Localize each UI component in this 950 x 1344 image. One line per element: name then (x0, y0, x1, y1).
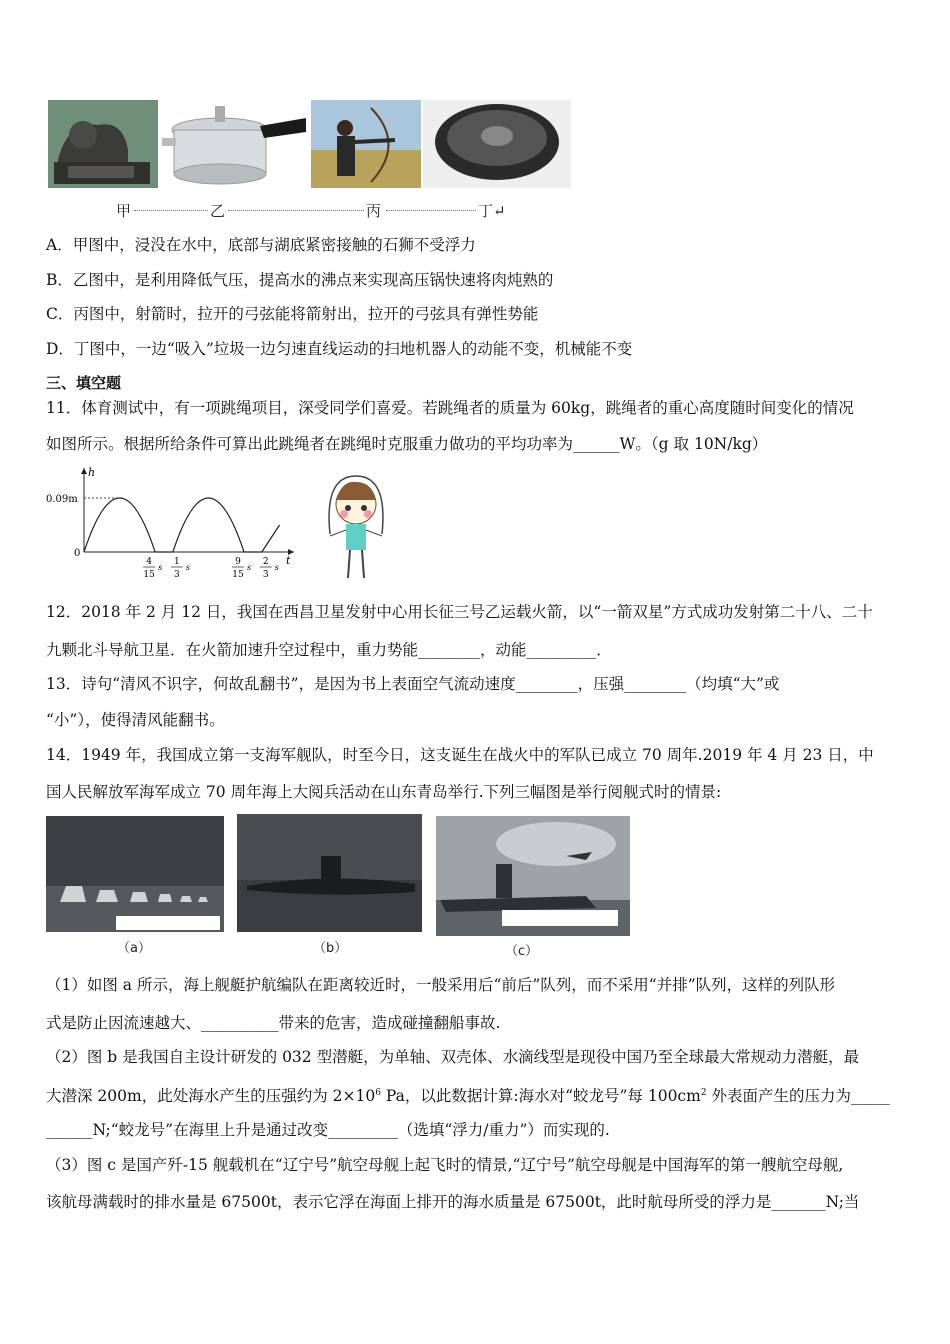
q14-p1-line2: 式是防止因流速越大、__________带来的危害，造成碰撞翻船事故. (46, 1014, 501, 1032)
section-title: 三、填空题 (46, 374, 122, 392)
x-tick-denominator: 3 (174, 570, 180, 580)
jump-rope-girl-icon (322, 474, 390, 584)
photo-a-mask (116, 916, 220, 930)
option-b: B．乙图中，是利用降低气压，提高水的沸点来实现高压锅快速将肉炖熟的 (46, 271, 554, 289)
q14-p3-line2: 该航母满载时的排水量是 67500t，表示它浮在海面上排开的海水质量是 67500t，此时航母所受的浮力是_______N;当 (46, 1193, 860, 1211)
stone-lion-photo (48, 100, 158, 188)
x-tick-unit: s (247, 563, 252, 572)
photo-c-mask (502, 910, 618, 926)
height-time-chart (44, 464, 304, 586)
caption-dots-1 (134, 210, 208, 211)
pressure-cooker-icon (160, 98, 308, 190)
fig-label-a: （a） (117, 941, 151, 956)
origin-label: 0 (74, 548, 81, 559)
q14-p2-line2-part-b: Pa，以此数据计算:海水对“蛟龙号”每 100cm (380, 1087, 701, 1106)
carrier-photo-c (436, 816, 630, 936)
x-tick-unit: s (185, 563, 190, 572)
x-tick-unit: s (274, 563, 279, 572)
q12-line1: 12．2018 年 2 月 12 日，我国在西昌卫星发射中心用长征三号乙运载火箭，以“一箭双星”方式成功发射第二十八、二十 (46, 603, 873, 621)
q14-p2-line3: ______N;“蛟龙号”在海里上升是通过改变_________（选填“浮力/重力”）而实现的. (46, 1121, 610, 1139)
x-tick-denominator: 3 (262, 570, 269, 580)
caption-bing: 丙 (366, 202, 382, 220)
caption-jia: 甲 (116, 202, 132, 220)
x-tick-unit: s (158, 563, 163, 572)
q14-p1-line1: （1）如图 a 所示，海上舰艇护航编队在距离较近时，一般采用后“前后”队列，而不采用“并排”队列，这样的列队形 (46, 976, 836, 994)
submarine-photo-b (237, 814, 422, 932)
pressure-cooker-photo (160, 98, 308, 190)
y-axis-label: h (88, 466, 96, 479)
exponent-2: 2 (700, 1088, 707, 1098)
q14-p2-line2 (46, 1082, 890, 1107)
x-axis-label: t (286, 554, 291, 567)
q14-p2-line2-part-c: 外表面产生的压力为_____ (706, 1087, 890, 1106)
x-tick-numerator: 1 (174, 557, 180, 567)
q11-line1: 11．体育测试中，有一项跳绳项目，深受同学们喜爱。若跳绳者的质量为 60kg，跳绳者的重心高度随时间变化的情况 (46, 399, 854, 417)
x-tick-numerator: 4 (146, 557, 152, 567)
q13-line2: “小”），使得清风能翻书。 (46, 711, 225, 729)
y-axis-arrow (81, 468, 87, 474)
robot-vacuum-icon (423, 100, 571, 188)
q14-p2-line2-part-a: 大潜深 200m，此处海水产生的压强约为 2×10 (46, 1087, 376, 1106)
fig-label-b: （b） (313, 941, 348, 956)
x-tick-denominator: 15 (143, 570, 155, 580)
x-tick-numerator: 9 (235, 557, 241, 567)
option-d: D．丁图中，一边“吸入”垃圾一边匀速直线运动的扫地机器人的动能不变，机械能不变 (46, 340, 633, 358)
height-curve (84, 498, 280, 552)
caption-ding: 丁↵ (478, 202, 506, 220)
submarine-icon (237, 814, 422, 932)
q14-p3-line1: （3）图 c 是国产歼-15 舰载机在“辽宁号”航空母舰上起飞时的情景,“辽宁号”航空母舰是中国海军的第一艘航空母舰, (46, 1156, 844, 1174)
stone-lion-icon (48, 100, 158, 188)
q14-line2: 国人民解放军海军成立 70 周年海上大阅兵活动在山东青岛举行.下列三幅图是举行阅舰式时的情景: (46, 783, 722, 801)
caption-yi: 乙 (210, 202, 226, 220)
fleet-photo-a (46, 816, 224, 932)
option-c: C．丙图中，射箭时，拉开的弓弦能将箭射出，拉开的弓弦具有弹性势能 (46, 305, 539, 323)
archer-icon (311, 100, 421, 188)
exponent-6: 6 (375, 1088, 381, 1098)
girl-jumping-rope-illustration (322, 474, 390, 584)
q14-p2-line1: （2）图 b 是我国自主设计研发的 032 型潜艇，为单轴、双壳体、水滴线型是现役中国乃至全球最大常规动力潜艇，最 (46, 1048, 860, 1066)
fig-label-c: （c） (505, 944, 539, 959)
warship-column-icon (46, 816, 224, 932)
option-a: A．甲图中，浸没在水中，底部与湖底紧密接触的石狮不受浮力 (46, 236, 476, 254)
q13-line1: 13．诗句“清风不识字，何故乱翻书”，是因为书上表面空气流动速度________，压强________（均填“大”或 (46, 675, 780, 693)
q14-line1: 14．1949 年，我国成立第一支海军舰队，时至今日，这支诞生在战火中的军队已成立 70 周年.2019 年 4 月 23 日，中 (46, 746, 874, 764)
robot-vacuum-photo (423, 100, 571, 188)
q12-line2: 九颗北斗导航卫星．在火箭加速升空过程中，重力势能________，动能_________． (46, 641, 612, 659)
archery-photo (311, 100, 421, 188)
x-tick-denominator: 15 (232, 570, 244, 580)
y-tick-label: 0.09m (46, 494, 78, 505)
caption-dots-3 (386, 210, 476, 211)
caption-dots-2 (228, 210, 364, 211)
q11-line2: 如图所示。根据所给条件可算出此跳绳者在跳绳时克服重力做功的平均功率为______W。（g 取 10N/kg） (46, 435, 768, 453)
x-tick-numerator: 2 (262, 557, 269, 567)
